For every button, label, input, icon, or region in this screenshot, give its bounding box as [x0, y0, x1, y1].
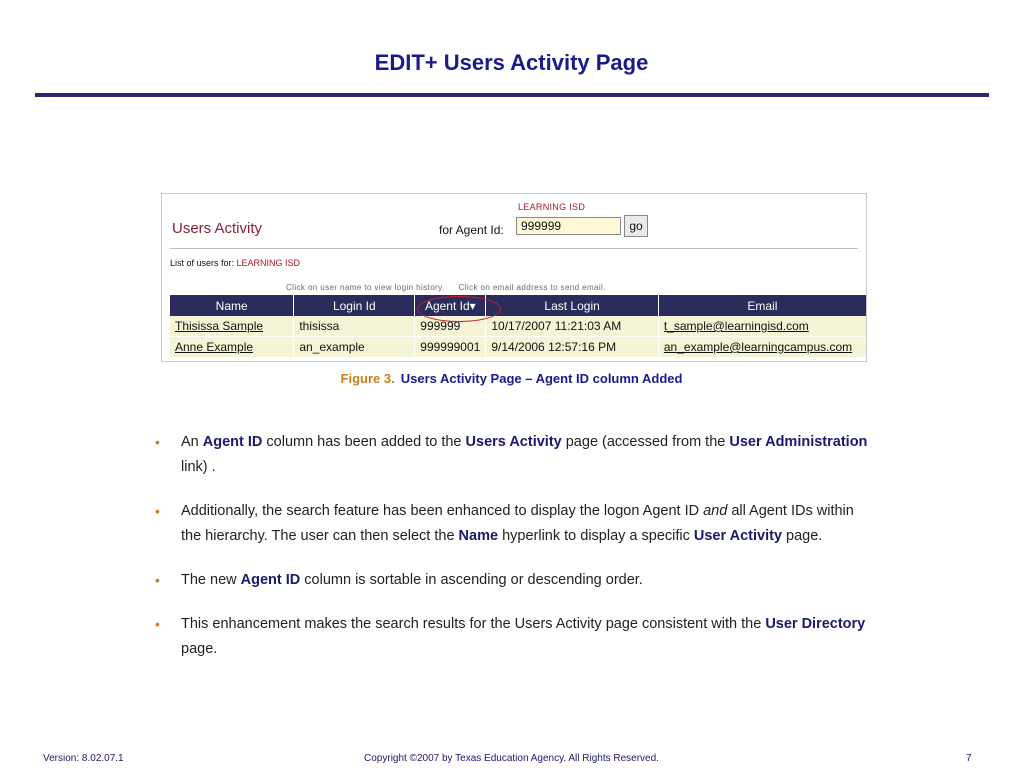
- users-table: [170, 295, 866, 358]
- org-name: LEARNING ISD: [518, 202, 586, 212]
- bullet-icon: •: [155, 434, 160, 450]
- table-row: [170, 316, 866, 337]
- table-row: [170, 337, 866, 358]
- email-link[interactable]: an_example@learningcampus.com: [663, 340, 853, 354]
- page-number: 7: [966, 753, 972, 764]
- title-divider: [35, 93, 989, 97]
- agent-id-header-label: Agent Id: [424, 298, 470, 313]
- go-button[interactable]: go: [624, 215, 648, 237]
- user-name-link[interactable]: Thisissa Sample: [175, 319, 264, 333]
- bullet-text: Additionally, the search feature has been enhanced to display the logon Agent ID: [181, 503, 704, 519]
- bullet-text: The new: [181, 572, 241, 588]
- hint-username: Click on user name to view login history.: [286, 283, 445, 292]
- column-header-name[interactable]: Name: [170, 295, 294, 316]
- login-id-cell: an_example: [294, 337, 415, 358]
- bullet-text: all Agent IDs within the hierarchy. The user can then select the: [181, 503, 854, 544]
- bullet-bold: User Activity: [693, 528, 783, 544]
- footer-copyright: Copyright ©2007 by Texas Education Agency. All Rights Reserved.: [364, 753, 659, 764]
- last-login-cell: 10/17/2007 11:21:03 AM: [486, 316, 659, 337]
- bullet-bold: Agent ID: [202, 434, 263, 450]
- column-header-login-id[interactable]: Login Id: [294, 295, 415, 316]
- instruction-hint: [286, 283, 606, 292]
- agent-id-input[interactable]: [516, 217, 621, 235]
- agent-id-cell: 999999: [415, 316, 486, 337]
- column-header-last-login[interactable]: Last Login: [486, 295, 659, 316]
- bullet-item: [155, 430, 875, 480]
- bullet-text: page.: [782, 528, 823, 544]
- slide-title: EDIT+ Users Activity Page: [374, 50, 649, 75]
- column-header-email[interactable]: Email: [658, 295, 866, 316]
- footer-version: Version: 8.02.07.1: [43, 753, 124, 764]
- list-label-text: List of users for:: [170, 258, 235, 268]
- divider: [170, 248, 858, 249]
- bullet-italic: and: [703, 503, 728, 519]
- page-title: Users Activity: [172, 220, 263, 237]
- bullet-text: hyperlink to display a specific: [498, 528, 694, 544]
- table-header-row: [170, 295, 866, 316]
- bullet-text: page.: [181, 641, 218, 657]
- users-activity-screenshot: [161, 193, 867, 362]
- bullet-icon: •: [155, 616, 160, 632]
- bullet-text: link) .: [181, 459, 216, 475]
- agent-id-sort-header: [425, 299, 476, 313]
- figure-label: Figure 3.: [340, 371, 395, 386]
- bullet-list: [155, 430, 875, 681]
- agent-id-label: for Agent Id:: [439, 223, 504, 237]
- bullet-bold: Users Activity: [465, 434, 562, 450]
- list-of-users-label: [170, 258, 300, 268]
- login-id-cell: thisissa: [294, 316, 415, 337]
- bullet-item: [155, 568, 875, 593]
- sort-arrow-icon: ▾: [469, 298, 476, 313]
- bullet-icon: •: [155, 503, 160, 519]
- hint-email: Click on email address to send email.: [458, 283, 606, 292]
- bullet-text: An: [181, 434, 203, 450]
- bullet-bold: User Directory: [765, 616, 866, 632]
- bullet-text: column is sortable in ascending or descending order.: [300, 572, 643, 588]
- bullet-bold: Agent ID: [240, 572, 301, 588]
- bullet-item: [155, 499, 875, 549]
- column-header-agent-id[interactable]: [415, 295, 486, 316]
- bullet-icon: •: [155, 572, 160, 588]
- bullet-text: page (accessed from the: [561, 434, 730, 450]
- figure-caption: [0, 371, 1023, 386]
- agent-id-cell: 999999001: [415, 337, 486, 358]
- email-link[interactable]: t_sample@learningisd.com: [663, 319, 809, 333]
- user-name-link[interactable]: Anne Example: [175, 340, 254, 354]
- bullet-bold: User Administration: [729, 434, 868, 450]
- list-org-name: LEARNING ISD: [236, 258, 301, 268]
- bullet-item: [155, 612, 875, 662]
- caption-text: Users Activity Page – Agent ID column Added: [400, 371, 683, 386]
- bullet-text: This enhancement makes the search results for the Users Activity page consistent with the: [181, 616, 766, 632]
- bullet-bold: Name: [458, 528, 499, 544]
- bullet-text: column has been added to the: [262, 434, 466, 450]
- last-login-cell: 9/14/2006 12:57:16 PM: [486, 337, 659, 358]
